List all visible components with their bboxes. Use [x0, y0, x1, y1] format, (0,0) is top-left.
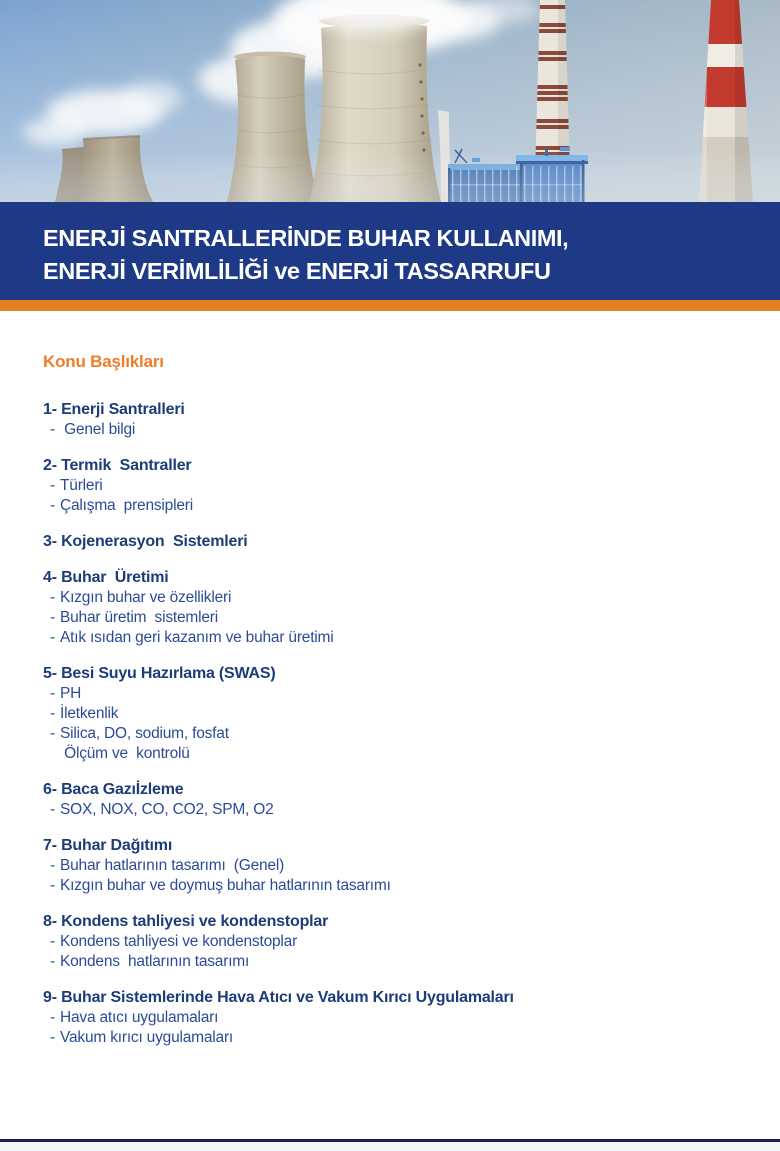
topic-title: 1- Enerji Santralleri: [43, 401, 185, 418]
topic-section-3: [43, 532, 737, 552]
topic-item: [43, 608, 737, 628]
topic-title: 7- Buhar Dağıtımı: [43, 837, 173, 854]
dash: -: [50, 685, 55, 702]
topics-heading: Konu Başlıkları: [43, 352, 164, 371]
dash: -: [50, 953, 55, 970]
document-title-line1: ENERJİ SANTRALLERİNDE BUHAR KULLANIMI,: [43, 225, 569, 251]
topic-title: 2- Termik Santraller: [43, 457, 192, 474]
topic-item-text: Vakum kırıcı uygulamaları: [60, 1029, 234, 1046]
topic-item: [43, 876, 737, 896]
topic-item: [43, 856, 737, 876]
dash: -: [50, 629, 55, 646]
topic-item-text: Kızgın buhar ve doymuş buhar hatlarının tasarımı: [60, 877, 391, 894]
footer-band: [0, 1142, 780, 1151]
topic-title: 3- Kojenerasyon Sistemleri: [43, 533, 248, 550]
topic-item: [43, 628, 737, 648]
topic-section-8: [43, 912, 737, 972]
dash: -: [50, 725, 55, 742]
dash: -: [50, 497, 55, 514]
dash: -: [50, 589, 55, 606]
topic-item-text: Çalışma prensipleri: [60, 497, 193, 514]
content-area: [0, 311, 780, 1064]
topic-item: [43, 684, 737, 704]
dash: -: [50, 705, 55, 722]
topic-section-7: [43, 836, 737, 896]
topic-item: [43, 800, 737, 820]
topic-section-1: [43, 400, 737, 440]
topic-title: 8- Kondens tahliyesi ve kondenstoplar: [43, 913, 329, 930]
dash: -: [50, 421, 55, 438]
topic-item: [43, 704, 737, 724]
topic-title: 6- Baca Gazıİzleme: [43, 781, 184, 798]
topic-item: [43, 724, 737, 744]
topic-section-4: [43, 568, 737, 648]
dash: -: [50, 801, 55, 818]
topic-item-text: Buhar üretim sistemleri: [60, 609, 218, 626]
dash: -: [50, 877, 55, 894]
topic-title: 9- Buhar Sistemlerinde Hava Atıcı ve Vakum Kırıcı Uygulamaları: [43, 989, 514, 1006]
dash: -: [50, 857, 55, 874]
topic-item: [43, 1028, 737, 1048]
accent-strip: [0, 300, 780, 311]
topic-item-text: Kondens hatlarının tasarımı: [60, 953, 250, 970]
topic-item: [43, 588, 737, 608]
topic-item-text: SOX, NOX, CO, CO2, SPM, O2: [60, 801, 274, 818]
topic-item: [43, 496, 737, 516]
dash: -: [50, 609, 55, 626]
topic-section-2: [43, 456, 737, 516]
topic-item-text: Ölçüm ve kontrolü: [60, 745, 190, 762]
dash: -: [50, 1009, 55, 1026]
topic-section-6: [43, 780, 737, 820]
dash: -: [50, 933, 55, 950]
topic-item-text: Atık ısıdan geri kazanım ve buhar üretimi: [60, 629, 334, 646]
topic-item-text: İletkenlik: [60, 705, 119, 722]
topic-item: [43, 1008, 737, 1028]
topic-title: 4- Buhar Üretimi: [43, 569, 169, 586]
topic-item: [43, 952, 737, 972]
topic-item-text: Genel bilgi: [60, 421, 136, 438]
topic-item-text: Kondens tahliyesi ve kondenstoplar: [60, 933, 298, 950]
hero-photo: [0, 0, 780, 202]
topic-title: 5- Besi Suyu Hazırlama (SWAS): [43, 665, 276, 682]
horizon-haze: [0, 150, 780, 202]
dash: -: [50, 1029, 55, 1046]
topics-list: [43, 400, 737, 1048]
title-banner: [0, 202, 780, 300]
topic-item: [43, 744, 737, 764]
topic-item-text: Silica, DO, sodium, fosfat: [60, 725, 229, 742]
topic-item-text: Hava atıcı uygulamaları: [60, 1009, 219, 1026]
dash: -: [50, 477, 55, 494]
topic-item-text: PH: [60, 685, 82, 702]
topic-item-text: Kızgın buhar ve özellikleri: [60, 589, 232, 606]
document-title-line2: ENERJİ VERİMLİLİĞİ ve ENERJİ TASSARRUFU: [43, 258, 551, 284]
topic-section-5: [43, 664, 737, 764]
topic-section-9: [43, 988, 737, 1048]
topic-item-text: Türleri: [60, 477, 103, 494]
topic-item: [43, 932, 737, 952]
topic-item-text: Buhar hatlarının tasarımı (Genel): [60, 857, 285, 874]
topic-item: [43, 476, 737, 496]
power-plant-photo: [0, 0, 780, 202]
topic-item: [43, 420, 737, 440]
